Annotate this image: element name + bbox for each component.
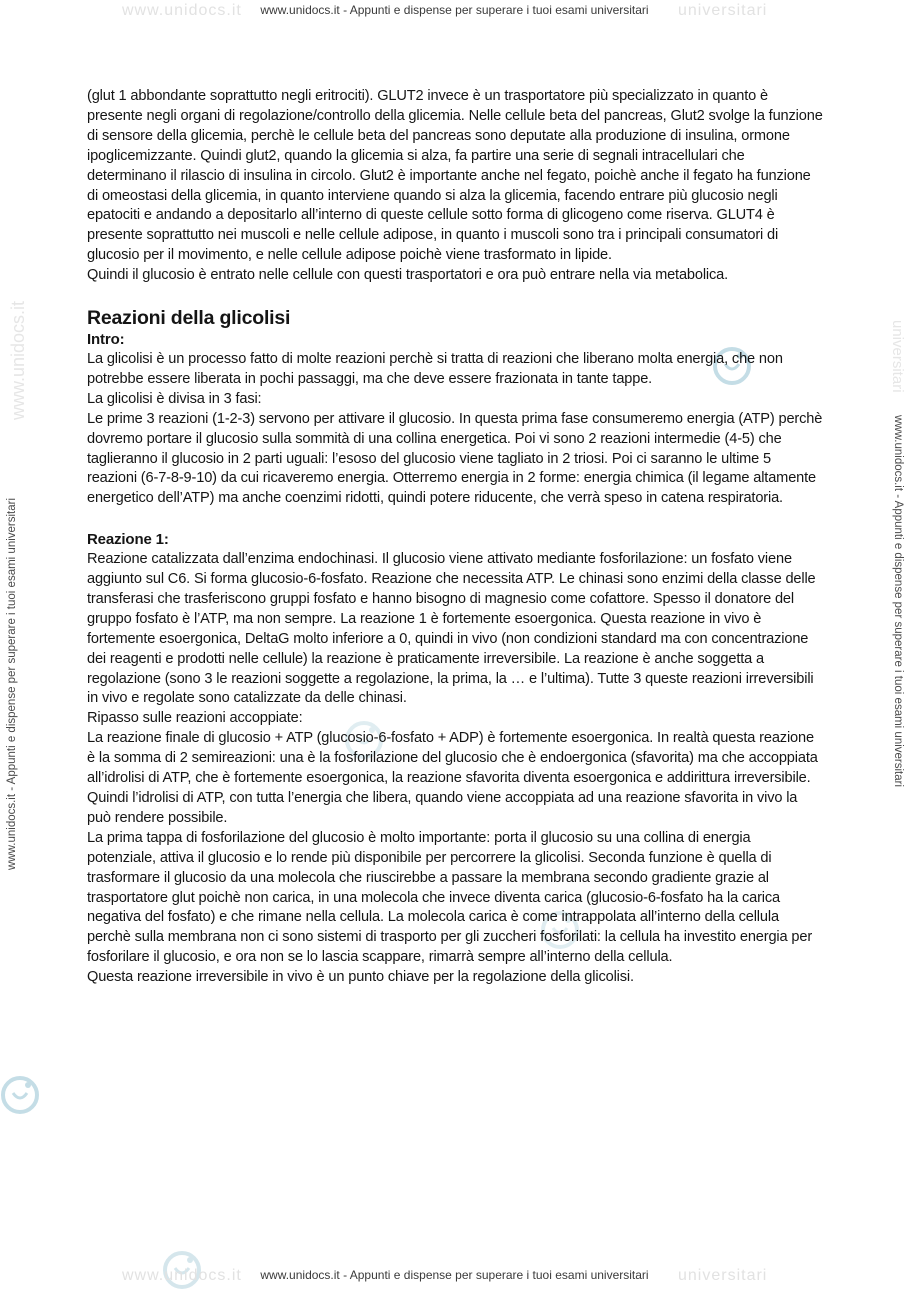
intro-label: Intro: <box>87 331 125 349</box>
reaction1-title: Reazione 1: <box>87 531 169 549</box>
intro-p3: Le prime 3 reazioni (1-2-3) servono per attivare il glucosio. In questa prima fase consumeremo energia (ATP) perchè dovremo portare il glucosio sulla sommità di una collina energetica. Poi vi sono 2 reazioni intermedie (4-5) che taglieranno il glucosio in 2 parti uguali: l’esoso del glucosio viene tagliato in 2 triosi. Poi ci saranno le ultime 5 reazioni (6-7-8-9-10) da cui ricaveremo energia. Otterremo energia in 2 forme: energia chimica (il legame altamente energetico dell’ATP) ma anche coenzimi ridotti, quindi potere riducente, che verrà speso in catena respiratoria. <box>87 410 823 507</box>
section-title: Reazioni della glicolisi <box>87 307 291 330</box>
intro-p1: La glicolisi è un processo fatto di molte reazioni perchè si tratta di reazioni che liberano molta energia, che non potrebbe essere liberata in pochi passaggi, ma che deve essere frazionata in tante tappe. <box>87 350 783 387</box>
intro-closing: Quindi il glucosio è entrato nelle cellule con questi trasportatori e ora può entrare nella via metabolica. <box>87 267 729 284</box>
reaction1-p5: Questa reazione irreversibile in vivo è un punto chiave per la regolazione della glicolisi. <box>87 969 634 986</box>
footer-ghost-left: www.unidocs.it <box>122 1267 242 1284</box>
header-watermark-text: www.unidocs.it - Appunti e dispense per superare i tuoi esami universitari <box>260 3 649 17</box>
reaction1-p2: Ripasso sulle reazioni accoppiate: <box>87 710 303 727</box>
header-ghost-left: www.unidocs.it <box>122 2 242 19</box>
reaction1-p3: La reazione finale di glucosio + ATP (glucosio-6-fosfato + ADP) è fortemente esoergonica. In realtà questa reazione è la somma di 2 semireazioni: una è la fosforilazione del glucosio che è endoergonica (sfavorita) ma che accoppiata all’idrolisi di ATP, che è fortemente esoergonica, la reazione sfavorita diventa esoergonica e addirittura irreversibile. Quindi l’idrolisi di ATP, con tutta l’energia che libera, quando viene accoppiata ad una reazione sfavorita in vivo la può rendere possibile. <box>87 730 818 826</box>
reaction1-p4: La prima tappa di fosforilazione del glucosio è molto importante: porta il glucosio su una collina di energia potenziale, attiva il glucosio e lo rende più disponibile per percorrere la glicolisi. Seconda funzione è quella di trasformare il glucosio da una molecola che riuscirebbe a passare la membrana secondo gradiente grazie al trasportatore glut poichè non carica, in una molecola che invece diventa carica (glucosio-6-fosfato ha la carica negativa del fosfato) e che rimane nella cellula. La molecola carica è come intrappolata all’interno della cellula perchè sulla membrana non ci sono sistemi di trasporto per gli zuccheri fosforilati: la cellula ha investito energia per fosforilare il glucosio, e ora non se lo lascia scappare, rimarrà sempre all’interno della cellula. <box>87 829 813 966</box>
unidocs-logo-icon <box>0 1075 40 1115</box>
side-right-ghost: universitari <box>889 320 906 393</box>
document-body <box>87 87 823 988</box>
footer-watermark-text: www.unidocs.it - Appunti e dispense per superare i tuoi esami universitari <box>260 1268 649 1282</box>
intro-paragraph: (glut 1 abbondante soprattutto negli eritrociti). GLUT2 invece è un trasportatore più specializzato in quanto è presente negli organi di regolazione/controllo della glicemia. Nelle cellule beta del pancreas, Glut2 svolge la funzione di sensore della glicemia, perchè le cellule beta del pancreas sono deputate alla produzione di insulina, ormone ipoglicemizzante. Quindi glut2, quando la glicemia si alza, fa partire una serie di segnali intracellulari che determinano il rilascio di insulina in circolo. Glut2 è importante anche nel fegato, poichè anche il fegato ha funzione di omeostasi della glicemia, in quanto interviene quando si alza la glicemia, facendo entrare più glucosio negli epatociti e andando a depositarlo all’interno di queste cellule sotto forma di glicogeno come riserva. GLUT4 è presente soprattutto nei muscoli e nelle cellule adipose, in quanto i muscoli sono tra i principali consumatori di glucosio per il movimento, e nelle cellule adipose poichè viene trasformato in lipide. <box>87 88 823 264</box>
reaction1-p1: Reazione catalizzata dall’enzima endochinasi. Il glucosio viene attivato mediante fosforilazione: un fosfato viene aggiunto sul C6. Si forma glucosio-6-fosfato. Reazione che necessita ATP. Le chinasi sono enzimi della classe delle transferasi che trasferiscono gruppi fosfato e hanno bisogno di magnesio come cofattore. Spesso il donatore del gruppo fosfato è l’ATP, ma non sempre. La reazione 1 è fortemente esoergonica. Questa reazione in vivo è fortemente esoergonica, DeltaG molto inferiore a 0, quindi in vivo (non condizioni standard ma con concentrazione dei reagenti e prodotti nelle cellule) la reazione è praticamente irreversibile. La reazione è anche soggetta a regolazione (sono 3 le reazioni soggette a regolazione, la prima, la … e l’ultima). Tutte 3 queste reazioni irreversibili in vivo e regolate sono catalizzate da delle chinasi. <box>87 551 816 707</box>
header-ghost-right: universitari <box>678 2 768 19</box>
side-left-watermark: www.unidocs.it - Appunti e dispense per superare i tuoi esami universitari <box>6 497 18 870</box>
footer-watermark <box>0 1268 909 1282</box>
footer-ghost-right: universitari <box>678 1267 768 1284</box>
header-watermark <box>0 3 909 17</box>
side-right-watermark: www.unidocs.it - Appunti e dispense per superare i tuoi esami universitari <box>892 415 904 788</box>
intro-p2: La glicolisi è divisa in 3 fasi: <box>87 390 262 407</box>
side-left-ghost: www.unidocs.it <box>8 300 28 420</box>
